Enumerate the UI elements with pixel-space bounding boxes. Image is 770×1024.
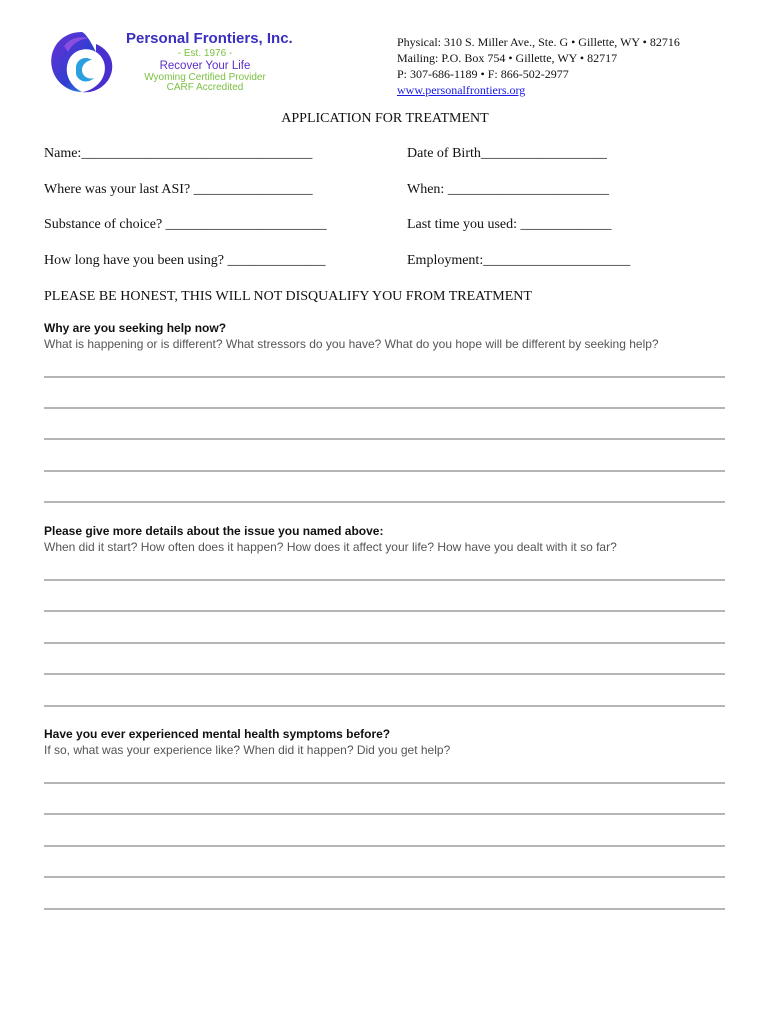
honesty-notice: PLEASE BE HONEST, THIS WILL NOT DISQUALIFY YOU FROM TREATMENT — [44, 289, 532, 304]
accredited-tagline: CARF Accredited — [166, 82, 244, 93]
answer-line[interactable] — [44, 470, 725, 472]
answer-line[interactable] — [44, 705, 725, 707]
slogan: Recover Your Life — [159, 60, 251, 72]
section-1-prompt: What is happening or is different? What stressors do you have? What do you hope will be different by seeking help? — [44, 337, 659, 351]
employment-field[interactable]: Employment:_____________________ — [407, 253, 631, 268]
answer-line[interactable] — [44, 782, 725, 784]
mailing-address: Mailing: P.O. Box 754 • Gillette, WY • 82717 — [397, 51, 618, 65]
answer-line[interactable] — [44, 908, 725, 910]
answer-line[interactable] — [44, 813, 725, 815]
answer-line[interactable] — [44, 642, 725, 644]
answer-line[interactable] — [44, 673, 725, 675]
org-name: Personal Frontiers, Inc. — [126, 30, 293, 47]
answer-line[interactable] — [44, 610, 725, 612]
certified-tagline: Wyoming Certified Provider — [144, 72, 266, 83]
answer-line[interactable] — [44, 876, 725, 878]
name-field[interactable]: Name:_________________________________ — [44, 146, 313, 161]
section-2-prompt: When did it start? How often does it happen? How does it affect your life? How have you dealt with it so far? — [44, 540, 617, 554]
answer-line[interactable] — [44, 376, 725, 378]
est-tagline: - Est. 1976 - — [177, 48, 233, 59]
last-used-field[interactable]: Last time you used: _____________ — [407, 217, 612, 232]
website-link[interactable]: www.personalfrontiers.org — [397, 83, 526, 97]
page-title: APPLICATION FOR TREATMENT — [281, 111, 489, 126]
date-of-birth-field[interactable]: Date of Birth__________________ — [407, 146, 607, 161]
answer-line[interactable] — [44, 501, 725, 503]
section-3-prompt: If so, what was your experience like? When did it happen? Did you get help? — [44, 743, 451, 757]
personal-frontiers-logo-icon — [42, 26, 122, 98]
answer-line[interactable] — [44, 845, 725, 847]
section-2-heading: Please give more details about the issue you named above: — [44, 524, 384, 538]
answer-line[interactable] — [44, 407, 725, 409]
section-3-heading: Have you ever experienced mental health symptoms before? — [44, 727, 391, 741]
phone-fax: P: 307-686-1189 • F: 866-502-2977 — [397, 67, 569, 81]
substance-field[interactable]: Substance of choice? _______________________ — [44, 217, 327, 232]
answer-line[interactable] — [44, 579, 725, 581]
asi-when-field[interactable]: When: _______________________ — [407, 182, 609, 197]
answer-line[interactable] — [44, 438, 725, 440]
section-1-heading: Why are you seeking help now? — [44, 321, 227, 335]
last-asi-field[interactable]: Where was your last ASI? _________________ — [44, 182, 313, 197]
how-long-field[interactable]: How long have you been using? ______________ — [44, 253, 326, 268]
physical-address: Physical: 310 S. Miller Ave., Ste. G • Gillette, WY • 82716 — [397, 35, 680, 49]
